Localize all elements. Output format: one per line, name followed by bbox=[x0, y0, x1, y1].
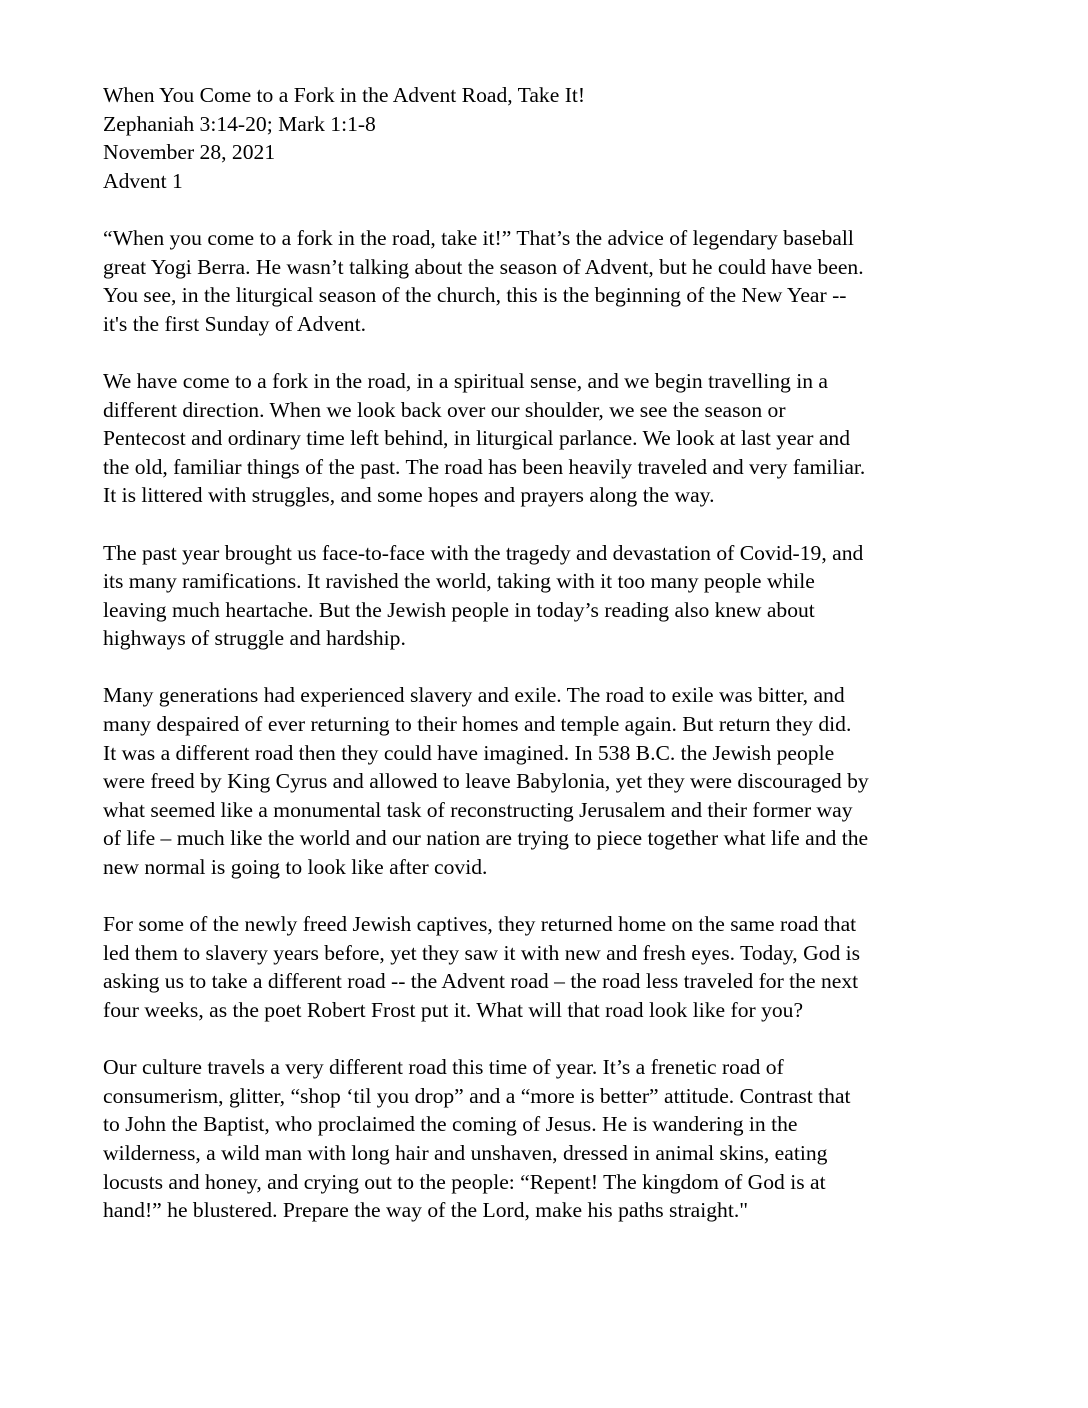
paragraph-6 bbox=[103, 1053, 1003, 1225]
text-line: We have come to a fork in the road, in a spiritual sense, and we begin travelling in a bbox=[103, 368, 829, 393]
paragraph-2 bbox=[103, 367, 1003, 510]
text-line: new normal is going to look like after covid. bbox=[103, 855, 488, 880]
sermon-title: When You Come to a Fork in the Advent Road, Take It! bbox=[103, 83, 586, 107]
sermon-body bbox=[103, 81, 1003, 1225]
text-line: “When you come to a fork in the road, take it!” That’s the advice of legendary baseball bbox=[103, 225, 854, 250]
text-line: You see, in the liturgical season of the church, this is the beginning of the New Year -- bbox=[103, 283, 847, 308]
paragraph-5 bbox=[103, 910, 1003, 1024]
text-line: were freed by King Cyrus and allowed to leave Babylonia, yet they were discouraged by bbox=[103, 769, 869, 794]
text-line: Many generations had experienced slavery and exile. The road to exile was bitter, and bbox=[103, 683, 845, 708]
text-line: Pentecost and ordinary time left behind, in liturgical parlance. We look at last year and bbox=[103, 426, 851, 451]
text-line: It is littered with struggles, and some hopes and prayers along the way. bbox=[103, 483, 715, 508]
text-line: highways of struggle and hardship. bbox=[103, 626, 406, 651]
text-line: of life – much like the world and our nation are trying to piece together what life and the bbox=[103, 826, 869, 851]
liturgical-occasion: Advent 1 bbox=[103, 168, 183, 193]
text-line: locusts and honey, and crying out to the people: “Repent! The kingdom of God is at bbox=[103, 1169, 826, 1194]
text-line: the old, familiar things of the past. The road has been heavily traveled and very familiar. bbox=[103, 454, 866, 479]
text-line: hand!” he blustered. Prepare the way of the Lord, make his paths straight." bbox=[103, 1198, 749, 1223]
text-line: four weeks, as the poet Robert Frost put it. What will that road look like for you? bbox=[103, 998, 804, 1022]
sermon-header bbox=[103, 81, 1003, 195]
text-line: to John the Baptist, who proclaimed the coming of Jesus. He is wandering in the bbox=[103, 1112, 798, 1137]
text-line: led them to slavery years before, yet they saw it with new and fresh eyes. Today, God is bbox=[103, 940, 861, 965]
text-line: It was a different road then they could have imagined. In 538 B.C. the Jewish people bbox=[103, 740, 835, 765]
text-line: different direction. When we look back over our shoulder, we see the season or bbox=[103, 397, 786, 422]
text-line: For some of the newly freed Jewish captives, they returned home on the same road that bbox=[103, 912, 857, 937]
text-line: wilderness, a wild man with long hair and unshaven, dressed in animal skins, eating bbox=[103, 1140, 828, 1165]
text-line: it's the first Sunday of Advent. bbox=[103, 311, 366, 336]
paragraph-4 bbox=[103, 681, 1003, 881]
text-line: consumerism, glitter, “shop ‘til you drop” and a “more is better” attitude. Contrast that bbox=[103, 1083, 851, 1108]
text-line: asking us to take a different road -- the Advent road – the road less traveled for the next bbox=[103, 969, 859, 994]
text-line: many despaired of ever returning to their homes and temple again. But return they did. bbox=[103, 712, 852, 737]
text-line: leaving much heartache. But the Jewish people in today’s reading also knew about bbox=[103, 597, 815, 622]
text-line: what seemed like a monumental task of reconstructing Jerusalem and their former way bbox=[103, 797, 853, 822]
text-line: Our culture travels a very different road this time of year. It’s a frenetic road of bbox=[103, 1055, 784, 1080]
text-line: its many ramifications. It ravished the world, taking with it too many people while bbox=[103, 569, 815, 594]
scripture-reference: Zephaniah 3:14-20; Mark 1:1-8 bbox=[103, 111, 376, 136]
text-line: great Yogi Berra. He wasn’t talking about the season of Advent, but he could have been. bbox=[103, 254, 864, 279]
text-line: The past year brought us face-to-face with the tragedy and devastation of Covid-19, and bbox=[103, 540, 864, 565]
paragraph-3 bbox=[103, 539, 1003, 653]
sermon-date: November 28, 2021 bbox=[103, 140, 276, 165]
paragraph-1 bbox=[103, 224, 1003, 338]
